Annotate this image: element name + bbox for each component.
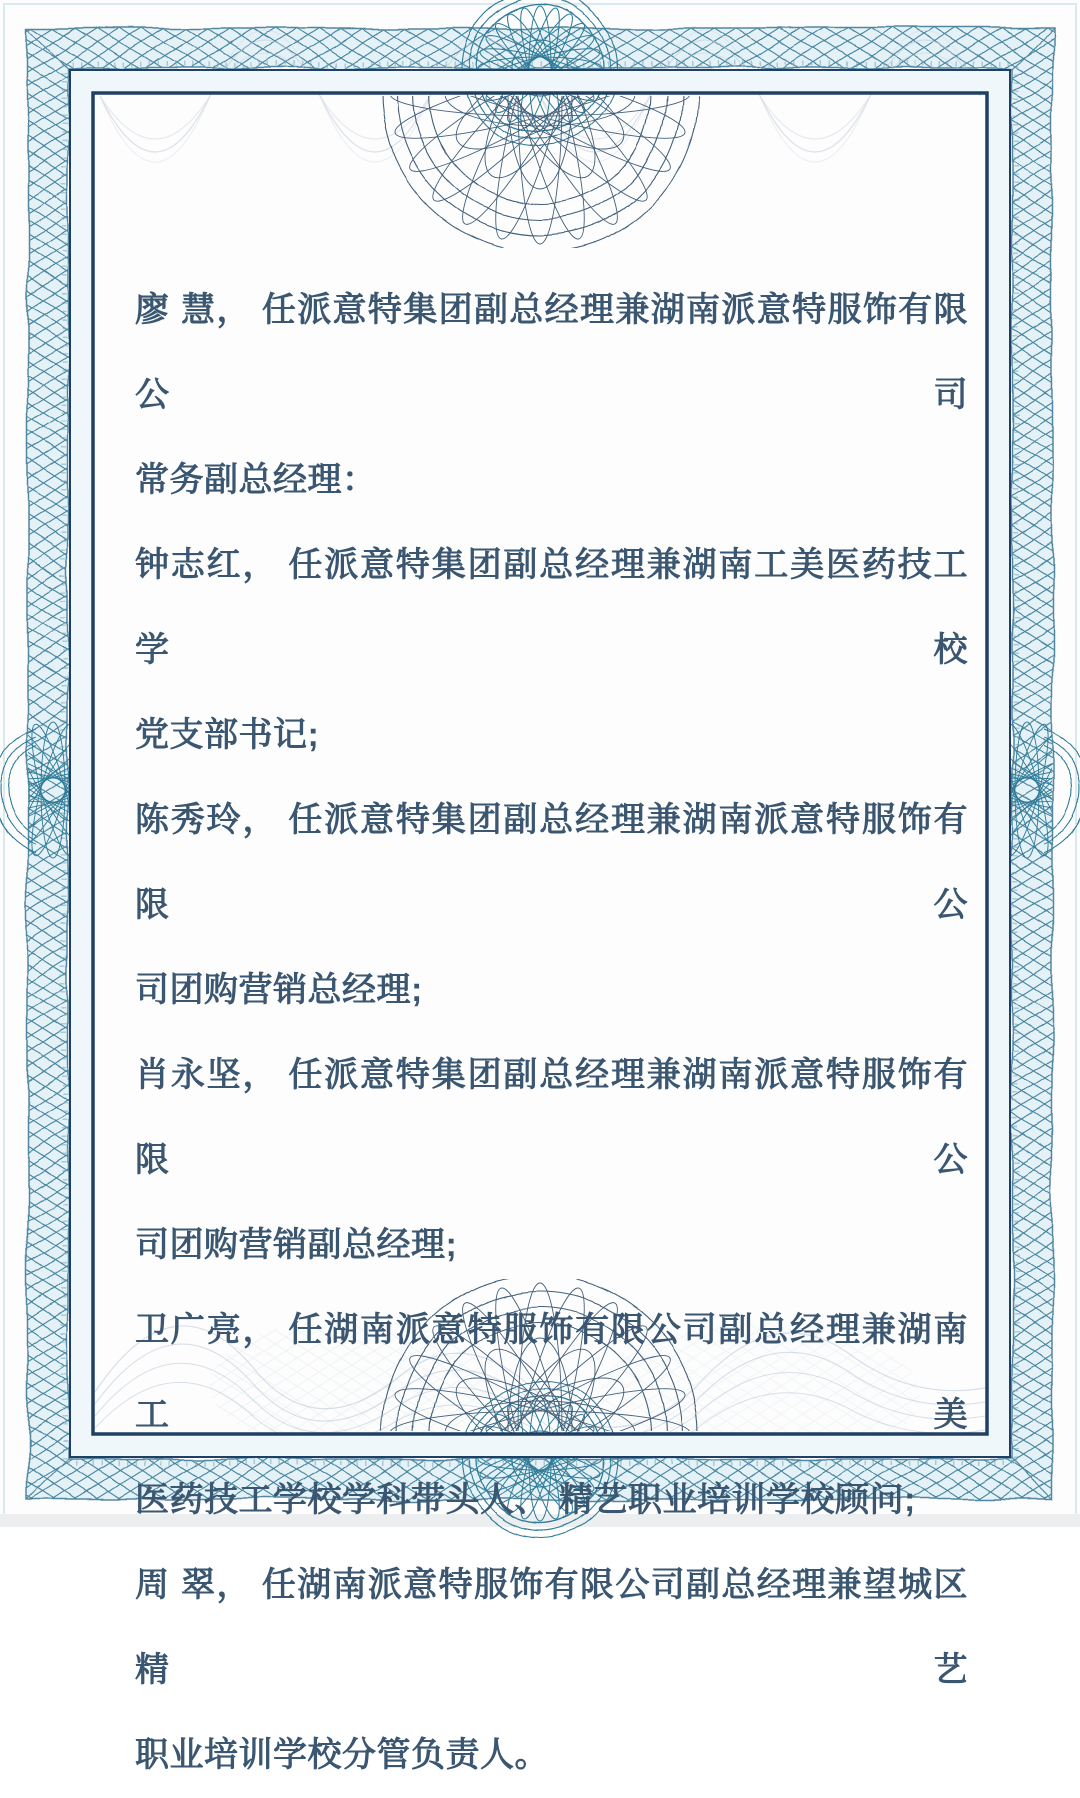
entry-line xyxy=(135,778,968,948)
appointment-text: 常务副总经理： xyxy=(135,461,377,499)
entry-line xyxy=(135,1713,968,1798)
appointment-entry xyxy=(135,1543,968,1798)
appointment-text: 职业培训学校分管负责人。 xyxy=(135,1736,549,1774)
entry-line xyxy=(135,1033,968,1203)
appointment-text: 任派意特集团副总经理兼湖南工美医药技工学校 xyxy=(135,546,969,669)
entry-line xyxy=(135,438,968,523)
entry-line xyxy=(135,1203,968,1288)
appointee-name: 卫广亮， xyxy=(135,1311,279,1349)
entry-line xyxy=(135,268,968,438)
entry-line xyxy=(135,1543,968,1713)
appointment-text: 任湖南派意特服饰有限公司副总经理兼湖南工美 xyxy=(135,1311,969,1434)
entry-line xyxy=(135,948,968,1033)
appointment-text: 党支部书记; xyxy=(135,716,320,754)
entry-line xyxy=(135,693,968,778)
appointment-entry xyxy=(135,523,968,778)
appointment-text: 医药技工学校学科带头人、 精艺职业培训学校顾问; xyxy=(135,1481,916,1519)
appointment-text: 任派意特集团副总经理兼湖南派意特服饰有限公 xyxy=(135,1056,969,1179)
appointment-entry xyxy=(135,778,968,1033)
appointee-name: 肖永坚， xyxy=(135,1056,279,1094)
entry-line xyxy=(135,523,968,693)
appointee-name: 陈秀玲， xyxy=(135,801,279,839)
entry-line xyxy=(135,1458,968,1543)
appointment-text: 司团购营销总经理; xyxy=(135,971,423,1009)
appointment-text: 任派意特集团副总经理兼湖南派意特服饰有限公 xyxy=(135,801,969,924)
appointment-entry xyxy=(135,1288,968,1543)
appointment-list xyxy=(135,268,968,1798)
appointee-name: 钟志红， xyxy=(135,546,279,584)
appointee-name: 廖 慧， xyxy=(135,291,252,329)
appointment-text: 司团购营销副总经理; xyxy=(135,1226,458,1264)
appointment-text: 任派意特集团副总经理兼湖南派意特服饰有限公司 xyxy=(135,291,969,414)
appointment-entry xyxy=(135,268,968,523)
entry-line xyxy=(135,1288,968,1458)
appointment-entry xyxy=(135,1033,968,1288)
appointment-text: 任湖南派意特服饰有限公司副总经理兼望城区精艺 xyxy=(135,1566,969,1689)
appointee-name: 周 翠， xyxy=(135,1566,252,1604)
